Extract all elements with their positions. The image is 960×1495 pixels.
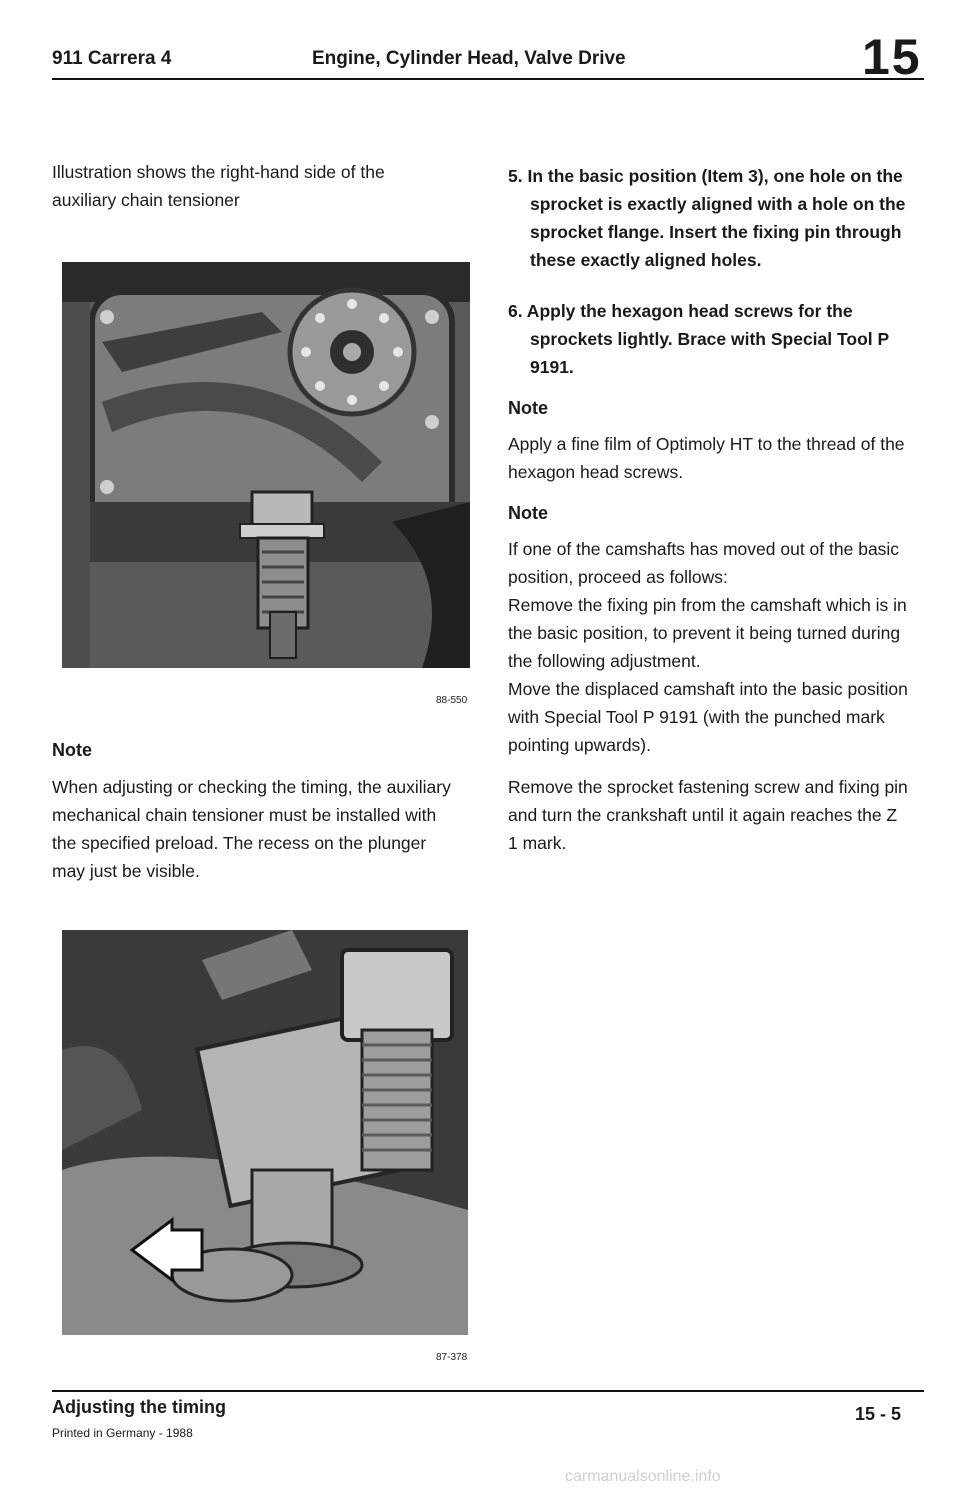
figure2-number: 87-378 (436, 1352, 468, 1363)
right-note2-line3: Move the displaced camshaft into the basic position with Special Tool P 9191 (with the punched mark pointing upwards). (508, 679, 908, 755)
header-model: 911 Carrera 4 (52, 48, 172, 69)
right-note1-heading: Note (508, 398, 548, 418)
left-note-heading: Note (52, 740, 92, 760)
section-number: 15 (862, 29, 922, 85)
left-note-text: When adjusting or checking the timing, the auxiliary mechanical chain tensioner must be installed with the specified preload. The recess on the plunger may just be visible. (52, 777, 451, 881)
figure1-number: 88-550 (436, 695, 468, 706)
page-number: 15 - 5 (855, 1404, 902, 1424)
header-rule (52, 78, 924, 80)
right-note2-line2: Remove the fixing pin from the camshaft which is in the basic position, to prevent it being turned during the following adjustment. (508, 595, 907, 671)
step-5: 5. In the basic position (Item 3), one hole on the sprocket is exactly aligned with a hole on the sprocket flange. Insert the fixing pin through these exactly aligned holes. (508, 166, 906, 270)
watermark: carmanualsonline.info (565, 1468, 721, 1485)
tensioner-closeup-photo (62, 930, 468, 1335)
step-6: 6. Apply the hexagon head screws for the sprockets lightly. Brace with Special Tool P 9191. (508, 301, 889, 377)
header-title: Engine, Cylinder Head, Valve Drive (312, 48, 626, 69)
right-final-text: Remove the sprocket fastening screw and fixing pin and turn the crankshaft until it again reaches the Z 1 mark. (508, 777, 908, 853)
footer-rule (52, 1390, 924, 1392)
chain-tensioner-photo (62, 262, 470, 668)
right-note2-line1: If one of the camshafts has moved out of the basic position, proceed as follows: (508, 539, 900, 587)
right-note2-heading: Note (508, 503, 548, 523)
footer-printed: Printed in Germany - 1988 (52, 1426, 193, 1440)
figure-caption: Illustration shows the right-hand side of the auxiliary chain tensioner (52, 162, 385, 210)
footer-section-title: Adjusting the timing (52, 1397, 226, 1417)
right-note1-text: Apply a fine film of Optimoly HT to the thread of the hexagon head screws. (508, 434, 905, 482)
